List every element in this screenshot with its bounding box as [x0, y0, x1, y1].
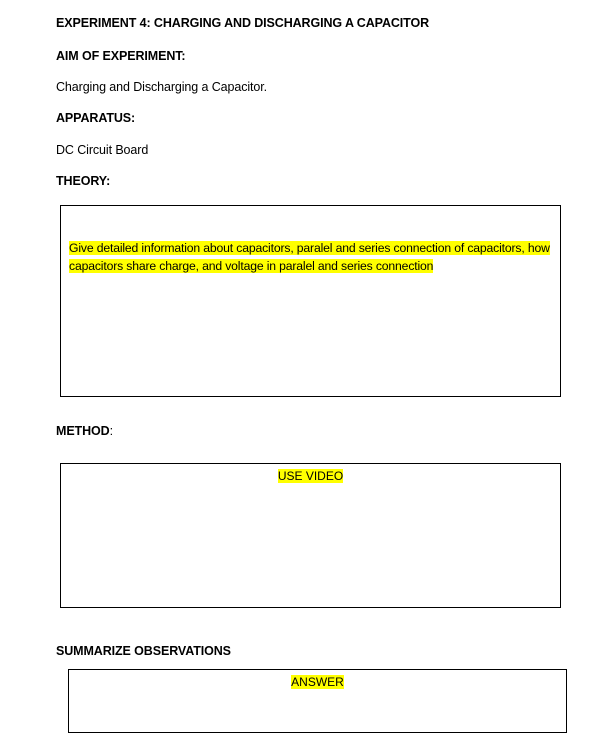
observations-answer-box[interactable] — [68, 669, 567, 733]
experiment-title: EXPERIMENT 4: CHARGING AND DISCHARGING A CAPACITOR — [56, 16, 430, 30]
method-box-label-wrap — [61, 469, 560, 483]
aim-heading: AIM OF EXPERIMENT: — [56, 49, 186, 63]
apparatus-heading: APPARATUS: — [56, 111, 136, 125]
theory-instructions-text: Give detailed information about capacitors, paralel and series connection of capacitors, how capacitors share charge, and voltage in paralel and series connection — [69, 241, 550, 273]
apparatus-text: DC Circuit Board — [56, 143, 149, 157]
theory-heading: THEORY: — [56, 174, 111, 188]
aim-text: Charging and Discharging a Capacitor. — [56, 80, 268, 94]
observations-heading: SUMMARIZE OBSERVATIONS — [56, 644, 231, 658]
method-heading-label: METHOD — [56, 424, 110, 438]
method-heading-colon: : — [109, 424, 113, 438]
method-heading — [56, 424, 113, 438]
theory-answer-box[interactable] — [60, 205, 561, 397]
theory-instructions — [69, 239, 557, 275]
method-answer-box[interactable] — [60, 463, 561, 608]
method-box-label: USE VIDEO — [277, 469, 344, 483]
observations-box-label-wrap — [69, 675, 566, 689]
observations-box-label: ANSWER — [291, 675, 344, 689]
